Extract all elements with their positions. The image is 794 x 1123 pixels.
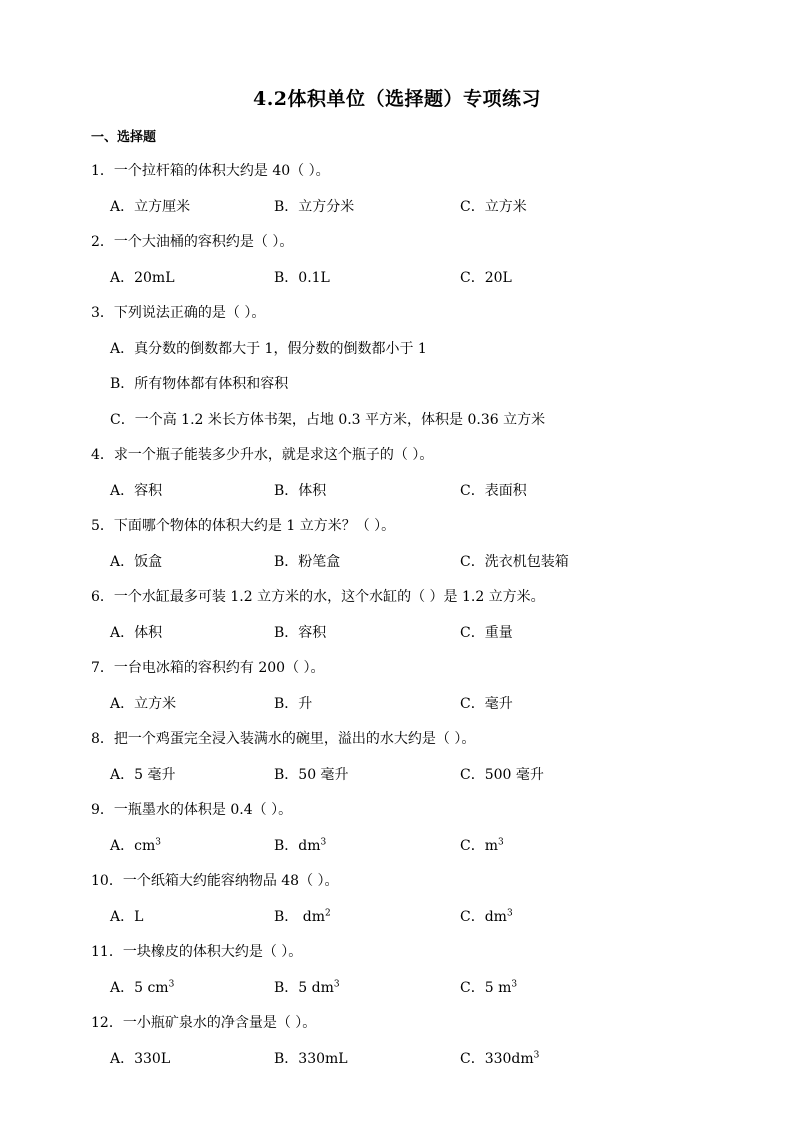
question-8	[0, 726, 794, 797]
question-stem: 10．一个纸箱大约能容纳物品 48（ ）。	[91, 873, 339, 889]
question-7	[0, 655, 794, 726]
option-c[interactable]: C．洗衣机包装箱	[460, 553, 569, 570]
option-b[interactable]	[274, 904, 331, 930]
options-row	[0, 265, 794, 301]
option-b[interactable]	[274, 975, 340, 1001]
superscript: 3	[506, 907, 513, 918]
question-stem: 4．求一个瓶子能装多少升水，就是求这个瓶子的（ ）。	[91, 447, 434, 463]
option-b[interactable]: B．粉笔盒	[274, 553, 341, 570]
options-row	[0, 194, 794, 230]
option-a[interactable]: A．容积	[110, 482, 163, 499]
option-c[interactable]: C．立方米	[460, 198, 527, 215]
options-row	[0, 762, 794, 798]
option-a[interactable]: A．L	[110, 908, 144, 925]
options-row	[0, 691, 794, 727]
option-b[interactable]: B．升	[274, 695, 313, 712]
options-row	[0, 478, 794, 514]
superscript: 2	[324, 907, 331, 918]
question-stem: 3．下列说法正确的是（ ）。	[91, 305, 266, 321]
option-a[interactable]: A．立方米	[110, 695, 177, 712]
option-c[interactable]: C．表面积	[460, 482, 527, 499]
superscript: 3	[533, 1049, 540, 1060]
option-a[interactable]: A．立方厘米	[110, 198, 191, 215]
option-a[interactable]: A．体积	[110, 624, 163, 641]
question-4	[0, 442, 794, 513]
question-stem: 9．一瓶墨水的体积是 0.4（ ）。	[91, 802, 293, 818]
option-a[interactable]: A．5 毫升	[110, 766, 176, 783]
options-column	[0, 336, 794, 443]
option-a[interactable]	[110, 975, 174, 1001]
option-b[interactable]: B．50 毫升	[274, 766, 349, 783]
superscript: 3	[168, 978, 175, 989]
question-9	[0, 797, 794, 868]
option-b[interactable]: B．体积	[274, 482, 327, 499]
option-a[interactable]	[110, 833, 161, 859]
option-text: B．dm	[274, 837, 321, 854]
option-a[interactable]: A．饭盒	[110, 553, 163, 570]
question-6	[0, 584, 794, 655]
option-c[interactable]: C．毫升	[460, 695, 513, 712]
option-a[interactable]: A．真分数的倒数都大于 1，假分数的倒数都小于 1	[110, 340, 427, 357]
option-text: A．cm	[110, 837, 156, 854]
options-row	[0, 904, 794, 940]
options-row	[0, 975, 794, 1011]
option-b[interactable]: B．0.1L	[274, 269, 330, 286]
option-c[interactable]: C．500 毫升	[460, 766, 544, 783]
option-text: C．dm	[460, 908, 507, 925]
question-5	[0, 513, 794, 584]
option-b[interactable]	[274, 833, 326, 859]
question-12	[0, 1010, 794, 1081]
options-row	[0, 549, 794, 585]
superscript: 3	[155, 836, 161, 847]
superscript: 3	[333, 978, 340, 989]
option-text: C．5 m	[460, 979, 512, 996]
option-text: B． dm	[274, 908, 325, 925]
question-stem: 6．一个水缸最多可装 1.2 立方米的水，这个水缸的（ ）是 1.2 立方米。	[91, 589, 545, 605]
option-text: B．5 dm	[274, 979, 334, 996]
options-row	[0, 1046, 794, 1082]
option-c[interactable]	[460, 1046, 539, 1072]
option-c[interactable]	[460, 975, 517, 1001]
question-10	[0, 868, 794, 939]
option-c[interactable]	[460, 833, 504, 859]
question-11	[0, 939, 794, 1010]
option-c[interactable]: C．20L	[460, 269, 512, 286]
option-text: C．330dm	[460, 1050, 534, 1067]
options-row	[0, 833, 794, 869]
options-row	[0, 620, 794, 656]
option-c[interactable]: C．重量	[460, 624, 513, 641]
question-stem: 8．把一个鸡蛋完全浸入装满水的碗里，溢出的水大约是（ ）。	[91, 731, 476, 747]
question-stem: 7．一台电冰箱的容积约有 200（ ）。	[91, 660, 325, 676]
option-b[interactable]: B．容积	[274, 624, 327, 641]
question-stem: 11．一块橡皮的体积大约是（ ）。	[91, 944, 303, 960]
page-title: 4.2体积单位（选择题）专项练习	[252, 88, 542, 110]
option-c[interactable]	[460, 904, 513, 930]
option-c[interactable]: C．一个高 1.2 米长方体书架，占地 0.3 平方米，体积是 0.36 立方米	[110, 411, 546, 428]
superscript: 3	[511, 978, 518, 989]
option-b[interactable]: B．所有物体都有体积和容积	[110, 376, 289, 392]
superscript: 3	[320, 836, 327, 847]
question-stem: 5．下面哪个物体的体积大约是 1 立方米？（ ）。	[91, 518, 396, 534]
option-text: C．m	[460, 837, 498, 854]
option-b[interactable]: B．330mL	[274, 1050, 348, 1067]
question-2	[0, 229, 794, 300]
question-3	[0, 300, 794, 442]
question-stem: 2．一个大油桶的容积约是（ ）。	[91, 234, 294, 250]
option-b[interactable]: B．立方分米	[274, 198, 355, 215]
option-a[interactable]: A．20mL	[110, 269, 175, 286]
option-a[interactable]: A．330L	[110, 1050, 171, 1067]
question-stem: 1．一个拉杆箱的体积大约是 40（ ）。	[91, 163, 330, 179]
section-heading: 一、选择题	[91, 130, 157, 145]
question-list	[0, 158, 794, 1081]
question-1	[0, 158, 794, 229]
superscript: 3	[498, 836, 504, 847]
option-text: A．5 cm	[110, 979, 169, 996]
question-stem: 12．一小瓶矿泉水的净含量是（ ）。	[91, 1015, 317, 1031]
